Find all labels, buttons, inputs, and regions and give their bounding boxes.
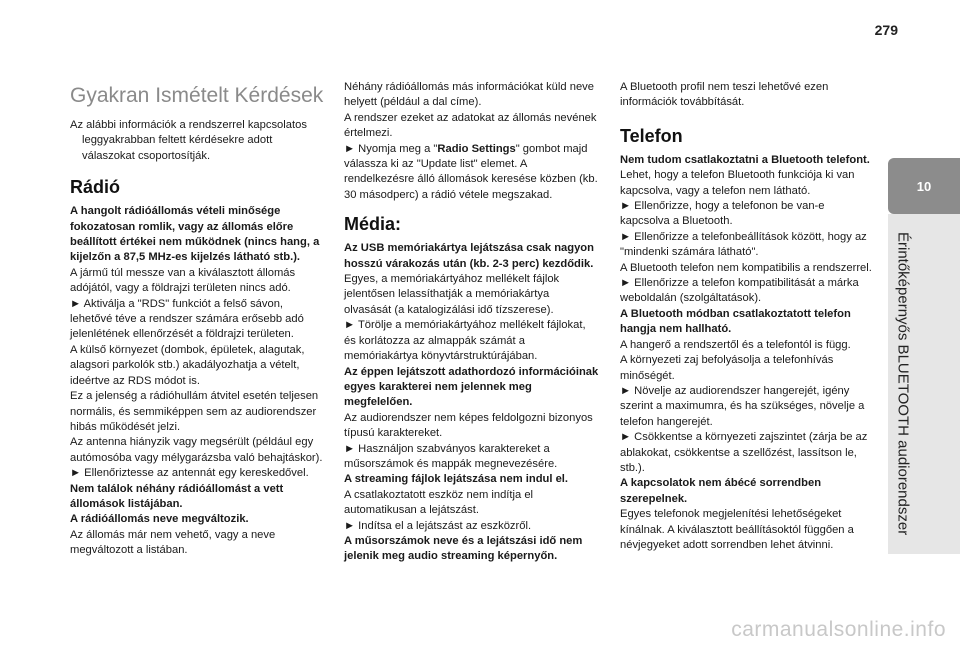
watermark: carmanualsonline.info — [731, 618, 946, 641]
answer: Ez a jelenség a rádióhullám átvitel esetén teljesen normális, és semmiképpen sem az audiorendszer hibás működését jelzi. — [70, 390, 319, 433]
answer — [344, 142, 599, 204]
section-radio-heading: Rádió — [70, 177, 121, 198]
question: A kapcsolatok nem ábécé sorrendben szerepelnek. — [620, 477, 822, 505]
answer: A jármű túl messze van a kiválasztott állomás adójától, vagy a földrajzi területen nincs adó. — [70, 266, 296, 295]
answer: ► Törölje a memóriakártyához mellékelt fájlokat, és korlátozza az almappák számát a memóriakártya könyvtárstruktúrájában. — [344, 319, 586, 363]
question: A műsorszámok neve és a lejátszási idő nem jelenik meg audio streaming képernyőn. — [344, 534, 583, 563]
answer: A Bluetooth profil nem teszi lehetővé ezen információk továbbítását. — [620, 81, 829, 109]
answer: Lehet, hogy a telefon Bluetooth funkciója ki van kapcsolva, vagy a telefon nem látható. — [620, 169, 855, 197]
answer: Egyes, a memóriakártyához mellékelt fájlok jelentősen lelassíthatják a memóriakártya olvasását (a katalogizálási idő tízszerese). — [344, 273, 560, 316]
answer: ► Ellenőrizze a telefon kompatibilitását a márka weboldalán (szolgáltatások). — [620, 277, 859, 305]
answer-text: " gombot majd válassza ki az "Update list" elemet. A rendelkezésre álló állomások keresése közben (kb. 30 másodperc) a rádió vétele megszakad. — [344, 142, 598, 201]
section-phone-heading: Telefon — [620, 125, 683, 146]
answer: A hangerő a rendszertől és a telefontól is függ. — [620, 338, 851, 351]
column-1 — [70, 84, 325, 559]
answer: ► Használjon szabványos karaktereket a műsorszámok és mappák megnevezésére. — [344, 442, 558, 470]
page-title: Gyakran Ismételt Kérdések — [70, 84, 324, 107]
answer: ► Ellenőriztesse az antennát egy kereskedővel. — [70, 467, 309, 480]
answer: ► Ellenőrizze, hogy a telefonon be van-e kapcsolva a Bluetooth. — [620, 200, 825, 228]
question: A rádióállomás neve megváltozik. — [70, 513, 249, 526]
question: A hangolt rádióállomás vételi minősége fokozatosan romlik, vagy az állomás előre beállított értékei nem működnek (nincs hang, a kijelzőn a 87,5 MHz-es kijelzés látható stb.). — [70, 205, 320, 264]
radio-settings-label: Radio Settings — [437, 142, 516, 155]
page-number: 279 — [874, 22, 898, 38]
intro-text: Az alábbi információk a rendszerrel kapcsolatos leggyakrabban feltett kérdésekre adott válaszokat csoportosítják. — [70, 119, 307, 162]
column-3 — [620, 80, 875, 553]
question: Az éppen lejátszott adathordozó információinak egyes karakterei nem jelennek meg megfelelően. — [344, 365, 599, 409]
answer: ► Aktiválja a "RDS" funkciót a felső sávon, lehetővé téve a rendszer számára erősebb adó jelenlétének ellenőrzését a földrajzi területen. — [70, 297, 304, 341]
answer: Az antenna hiányzik vagy megsérült (például egy autómosóba vagy mélygarázsba való behajtáskor). — [70, 436, 323, 464]
answer: Egyes telefonok megjelenítési lehetőségeket kínálnak. A kiválasztott beállításoktól függően a névjegyeket adott sorrendben lehet átvinni. — [620, 508, 854, 551]
answer: A csatlakoztatott eszköz nem indítja el automatikusan a lejátszást. — [344, 488, 534, 517]
section-media-heading: Média: — [344, 214, 402, 235]
answer: ► Indítsa el a lejátszást az eszközről. — [344, 519, 532, 532]
answer: Néhány rádióállomás más információkat küld neve helyett (például a dal címe). — [344, 81, 594, 109]
question: A Bluetooth módban csatlakoztatott telefon hangja nem hallható. — [620, 307, 851, 336]
answer: ► Csökkentse a környezeti zajszintet (zárja be az ablakokat, csökkentse a szellőzést, lassítson le, stb.). — [620, 431, 868, 474]
answer: ► Növelje az audiorendszer hangerejét, igény szerint a maximumra, és ha szükséges, növelje a telefon hangerejét. — [620, 384, 865, 428]
question: Nem tudom csatlakoztatni a Bluetooth telefont. — [620, 153, 870, 166]
answer: A külső környezet (dombok, épületek, alagutak, alagsori parkolók stb.) akadályozhatja a vételt, ideértve az RDS módot is. — [70, 343, 305, 387]
answer: Az audiorendszer nem képes feldolgozni bizonyos típusú karaktereket. — [344, 411, 593, 440]
answer-text: ► Nyomja meg a " — [344, 142, 438, 155]
column-2 — [344, 80, 599, 565]
question: A streaming fájlok lejátszása nem indul el. — [344, 473, 569, 486]
answer: A környezeti zaj befolyásolja a telefonhívás minőségét. — [620, 354, 834, 382]
answer: A rendszer ezeket az adatokat az állomás nevének értelmezi. — [344, 111, 597, 140]
answer: Az állomás már nem vehető, vagy a neve megváltozott a listában. — [70, 528, 276, 557]
chapter-tab: 10 — [888, 158, 960, 214]
question: Nem találok néhány rádióállomást a vett állomások listájában. — [70, 482, 284, 510]
chapter-title: Érintőképernyős BLUETOOTH audiorendszer — [894, 232, 912, 536]
answer: ► Ellenőrizze a telefonbeállítások között, hogy az "mindenki számára látható". — [620, 230, 867, 259]
question: Az USB memóriakártya lejátszása csak nagyon hosszú várakozás után (kb. 2-3 perc) kezdődik. — [344, 242, 594, 270]
answer: A Bluetooth telefon nem kompatibilis a rendszerrel. — [620, 261, 872, 274]
